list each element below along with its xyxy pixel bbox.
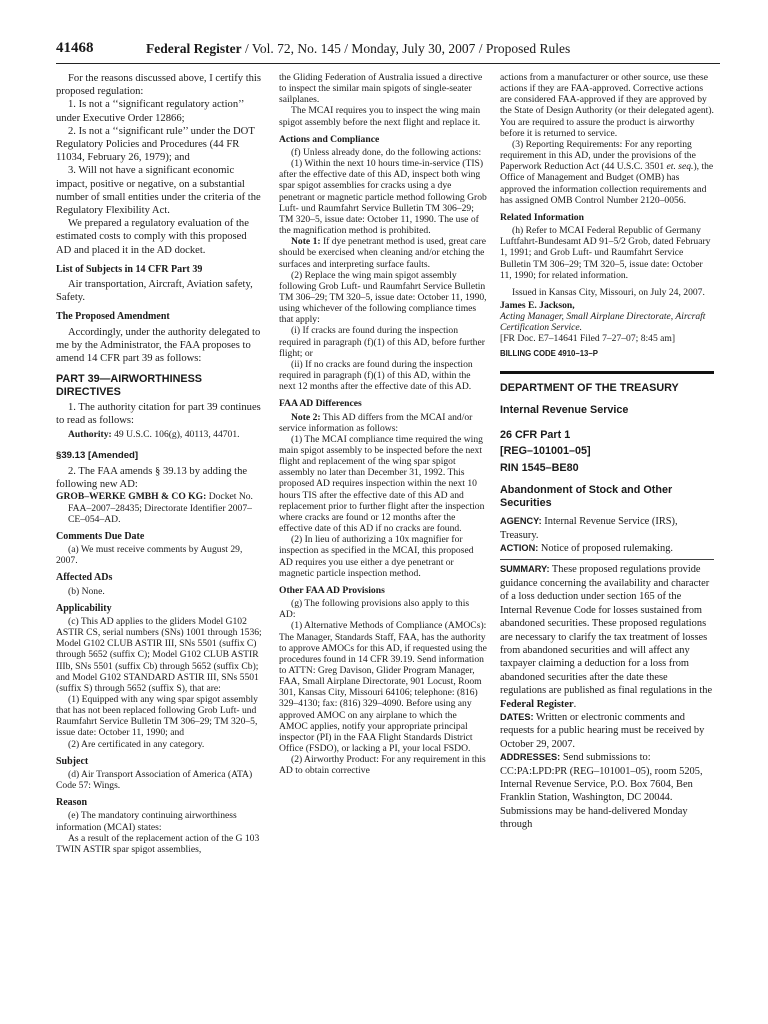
signer-name: James E. Jackson, — [500, 299, 575, 311]
paragraph: (2) Replace the wing main spigot assembly following Grob Luft- und Raumfahrt Service Bulletin TM 306–29; TM 320–5, issue date: October 11, 1990, using whichever of the following compliance times that apply: — [279, 269, 487, 326]
paragraph: Accordingly, under the authority delegated to me by the Administrator, the FAA proposes to amend 14 CFR part 39 as follows: — [56, 326, 261, 365]
summary-emphasis: Federal Register — [500, 698, 574, 710]
summary-text-end: . — [573, 698, 577, 710]
paragraph: (ii) If no cracks are found during the inspection required in paragraph (f)(1) of this AD, within the next 12 months after the effective date of this AD. — [279, 358, 473, 393]
section-heading: Reason — [56, 797, 88, 809]
journal-name: Federal Register — [146, 41, 242, 56]
paragraph: (f) Unless already done, do the following actions: — [291, 146, 482, 158]
text-run: ), the Office of Management and Budget (OMB) has approved the information collection requirements and has assigned OMB Control Number 2120–0056. — [500, 161, 714, 206]
paragraph: (1) Alternative Methods of Compliance (AMOCs): The Manager, Standards Staff, FAA, has the authority to approve AMOCs for this AD, if requested using the procedures found in 14 CFR 39.19. Send information to ATTN: Greg Davison, Glider Program Manager, FAA, Small Airplane Directorate, 901 Locust, Room 301, Kansas City, Missouri 64106; telephone: (816) 329–4130; fax: (816) 329–4090. Before using any approved AMOC on any airplane to which the AMOC applies, notify your appropriate principal inspector (PI) in the FAA Flight Standards District Office (FSDO), or lacking a PI, your local FSDO. — [279, 620, 487, 755]
ad-entry — [56, 491, 264, 524]
note-label: Note 1: — [291, 236, 321, 248]
section-heading: FAA AD Differences — [279, 398, 362, 410]
action-line — [500, 542, 714, 555]
column-2 — [279, 72, 487, 777]
text-run: et. seq. — [666, 161, 694, 173]
dates-text: Written or electronic comments and requests for a public hearing must be received by October 29, 2007. — [500, 711, 705, 750]
agency-label: AGENCY: — [500, 516, 542, 527]
paragraph: 1. Is not a ‘‘significant regulatory action’’ under Executive Order 12866; — [56, 99, 244, 124]
paragraph: actions from a manufacturer or other source, use these actions if they are FAA-approved. Corrective actions are considered FAA-approved if they are approved by the State of Design Authority (or their delegated agent). You are required to assure the product is airworthy before it is returned to service. — [500, 72, 714, 139]
ad-body — [56, 531, 264, 855]
section-heading: Applicability — [56, 602, 112, 614]
authority-citation — [56, 428, 264, 441]
paragraph: (1) Equipped with any wing spar spigot assembly that has not been replaced following Grob Luft- und Raumfahrt Service Bulletin TM 306–29; TM 320–5, issue date: October 11, 1990; and — [56, 693, 258, 739]
addresses-label: ADDRESSES: — [500, 752, 561, 763]
preamble — [500, 515, 714, 831]
document-title: Abandonment of Stock and Other Securities — [500, 484, 673, 509]
reg-number: [REG–101001–05] — [500, 445, 591, 458]
amended-section-heading: §39.13 [Amended] — [56, 449, 139, 461]
paragraph: We prepared a regulatory evaluation of the estimated costs to comply with this proposed AD and placed it in the AD docket. — [56, 218, 249, 256]
header-citation — [146, 41, 570, 57]
column-1 — [56, 72, 264, 855]
part-heading: PART 39—AIRWORTHINESS DIRECTIVES — [56, 373, 202, 398]
department-heading: DEPARTMENT OF THE TREASURY — [500, 381, 679, 394]
note-text: If dye penetrant method is used, great care should be exercised when cleaning and/or etching the surfaces and interpreting surface faults. — [279, 236, 487, 270]
fr-doc: [FR Doc. E7–14641 Filed 7–27–07; 8:45 am] — [500, 333, 676, 345]
summary-label: SUMMARY: — [500, 564, 550, 575]
paragraph: 2. The FAA amends § 39.13 by adding the following new AD: — [56, 466, 248, 491]
note — [279, 236, 487, 269]
paragraph: (d) Air Transport Association of America (ATA) Code 57: Wings. — [56, 768, 253, 792]
section-heading: Comments Due Date — [56, 530, 145, 542]
ad-entry-label: GROB–WERKE GMBH & CO KG: — [56, 491, 207, 503]
authority-label: Authority: — [68, 428, 112, 440]
summary-text: These proposed regulations provide guidance concerning the availability and character of a loss deduction under section 165 of the Internal Revenue Code for losses sustained from abandoned securities. These proposed regulations are necessary to clarify the tax treatment of losses from abandoned securities and will affect any taxpayer claiming a deduction for a loss from abandoned securities after the date these regulations are published as final regulations in the — [500, 564, 713, 697]
paragraph: 3. Will not have a significant economic impact, positive or negative, on a substantial number of small entities under the criteria of the Regulatory Flexibility Act. — [56, 165, 261, 217]
page-number: 41468 — [56, 40, 94, 56]
text-run: (3) Reporting Requirements: For any reporting requirement in this AD, under the provisions of the Paperwork Reduction Act (44 U.S.C. 3501 — [500, 138, 696, 173]
cfr-heading: 26 CFR Part 1 — [500, 428, 571, 441]
addresses-text: Send submissions to: CC:PA:LPD:PR (REG–101001–05), room 5205, Internal Revenue Service, P.O. Box 7604, Ben Franklin Station, Washington, DC 20044. Submissions may be hand-delivered Monday through — [500, 752, 703, 831]
agency-line — [500, 515, 714, 542]
paragraph: (2) In lieu of authorizing a 10x magnifier for inspection as specified in the MCAI, this proposed AD requires you use either a dye penetrant or magnetic particle inspection method. — [279, 534, 474, 579]
paragraph: (b) None. — [68, 585, 105, 597]
paragraph: (2) Airworthy Product: For any requirement in this AD to obtain corrective — [279, 754, 486, 777]
paragraph: Issued in Kansas City, Missouri, on July 24, 2007. — [512, 286, 705, 298]
paragraph: For the reasons discussed above, I certify this proposed regulation: — [56, 73, 261, 98]
section-heading: Subject — [56, 755, 89, 767]
action-text: Notice of proposed rulemaking. — [538, 543, 674, 555]
note-text: This AD differs from the MCAI and/or service information as follows: — [279, 411, 473, 434]
header-rule — [56, 63, 720, 64]
summary — [500, 559, 714, 710]
header-details: / Vol. 72, No. 145 / Monday, July 30, 2007 / Proposed Rules — [241, 41, 571, 56]
action-label: ACTION: — [500, 543, 539, 554]
paragraph: (c) This AD applies to the gliders Model G102 ASTIR CS, serial numbers (SNs) 1001 through 1536; Model G102 CLUB ASTIR III, SNs 5501 (suffix C) through 5652 (suffix C); Model G102 CLUB ASTIR IIIb, SNs 5501 (suffix Cb) through 5652 (suffix Cb); and Model G102 STANDARD ASTIR III, SNs 5501 (suffix S) through 5652 (suffix S), that are: — [56, 615, 262, 694]
paragraph: (1) Within the next 10 hours time-in-service (TIS) after the effective date of this AD, inspect both wing spar spigot assemblies for cracks using a dye penetrant or magnetic particle method following Grob Luft- und Raumfahrt Service Bulletin TM 306–29; TM 320–5, issue date: October 11, 1990. The use of the magnification method is prohibited. — [279, 158, 487, 237]
ad-entry-text: Docket No. FAA–2007–28435; Directorate Identifier 2007–CE–054–AD. — [68, 491, 253, 525]
dates — [500, 711, 714, 751]
rin-number: RIN 1545–BE80 — [500, 461, 579, 474]
agency-heading: Internal Revenue Service — [500, 404, 629, 417]
note-label: Note 2: — [291, 411, 321, 423]
paragraph — [500, 139, 714, 206]
paragraph: (e) The mandatory continuing airworthiness information (MCAI) states: — [56, 810, 237, 833]
dates-label: DATES: — [500, 711, 534, 722]
column-3 — [500, 72, 714, 832]
paragraph: The MCAI requires you to inspect the wing main spigot assembly before the next flight and replace it. — [279, 105, 481, 128]
paragraph: (h) Refer to MCAI Federal Republic of Germany Luftfahrt-Bundesamt AD 91–5/2 Grob, dated February 1, 1991; and Grob Luft- und Raumfahrt Service Bulletin TM 306–29; TM 320–5, issue date: October 11, 1990; for related information. — [500, 225, 711, 281]
paragraph: (1) The MCAI compliance time required the wing main spigot assembly to be inspected before the next flight and replacement of the wing spar spigot assembly no later than December 31, 1992. This proposed AD requires inspection within the next 10 hours TIS after the effective date of this AD and replacement prior to further flight after the inspection where cracks are found or 12 months after the effective date of this AD if no cracks are found. — [279, 433, 485, 535]
addresses — [500, 751, 714, 831]
paragraph: 2. Is not a ‘‘significant rule’’ under the DOT Regulatory Policies and Procedures (44 FR 11034, February 26, 1979); and — [56, 125, 255, 164]
paragraph: (a) We must receive comments by August 29, 2007. — [56, 544, 243, 567]
authority-text: 49 U.S.C. 106(g), 40113, 44701. — [111, 428, 240, 440]
paragraph: Air transportation, Aircraft, Aviation safety, Safety. — [56, 279, 253, 304]
section-heading: Actions and Compliance — [279, 133, 380, 145]
running-header — [56, 38, 720, 60]
note — [279, 412, 487, 434]
paragraph: (g) The following provisions also apply to this AD: — [279, 598, 470, 621]
section-heading: The Proposed Amendment — [56, 311, 170, 323]
paragraph: the Gliding Federation of Australia issued a directive to inspect the similar main spigots of single-seater sailplanes. — [279, 72, 483, 106]
section-heading: List of Subjects in 14 CFR Part 39 — [56, 263, 203, 275]
agency-text: Internal Revenue Service (IRS), Treasury. — [500, 516, 678, 541]
signer-title: Acting Manager, Small Airplane Directorate, Aircraft Certification Service. — [500, 311, 706, 334]
paragraph: (2) Are certificated in any category. — [68, 738, 205, 750]
section-heading: Related Information — [500, 211, 584, 223]
paragraph: As a result of the replacement action of the G 103 TWIN ASTIR spar spigot assemblies, — [56, 832, 260, 855]
document-separator — [500, 371, 714, 374]
section-heading: Other FAA AD Provisions — [279, 584, 385, 596]
paragraph: (i) If cracks are found during the inspection required in paragraph (f)(1) of this AD, before further flight; or — [279, 325, 485, 359]
paragraph: 1. The authority citation for part 39 continues to read as follows: — [56, 402, 261, 427]
billing-code: BILLING CODE 4910–13–P — [500, 348, 598, 358]
section-heading: Affected ADs — [56, 572, 113, 584]
